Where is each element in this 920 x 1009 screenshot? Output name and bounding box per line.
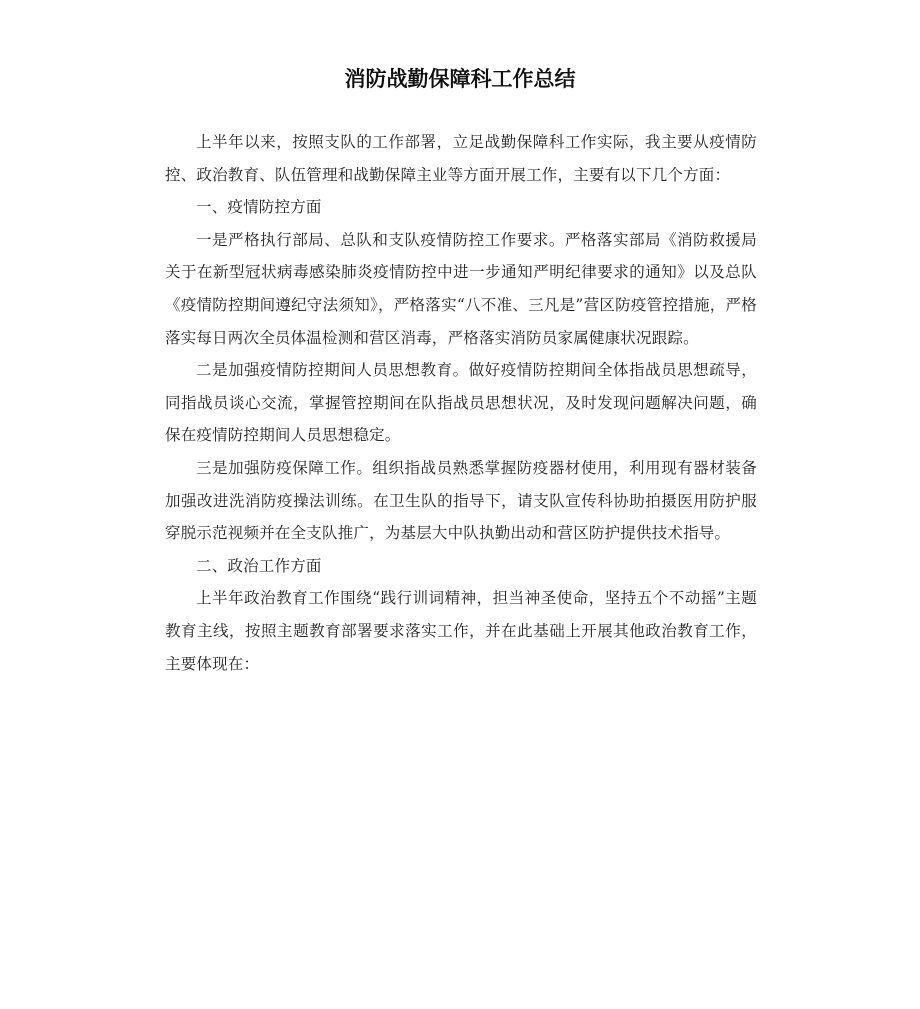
section-heading-epidemic: 一、疫情防控方面 (196, 198, 322, 217)
paragraph-epidemic-1: 一是严格执行部局、总队和支队疫情防控工作要求。严格落实部局《消防救援局关于在新型冠状病毒感染肺炎疫情防控中进一步通知严明纪律要求的通知》以及总队《疫情防控期间遵纪守法须知》，严格落实“八不准、三凡是”营区防疫管控措施，严格落实每日两次全员体温检测和营区消毒，严格落实消防员家属健康状况跟踪。 (165, 230, 757, 347)
intro-paragraph: 上半年以来，按照支队的工作部署，立足战勤保障科工作实际，我主要从疫情防控、政治教育、队伍管理和战勤保障主业等方面开展工作，主要有以下几个方面： (165, 133, 757, 184)
section-heading-political: 二、政治工作方面 (196, 556, 322, 575)
document-title: 消防战勤保障科工作总结 (344, 67, 576, 91)
document-body (165, 126, 757, 680)
paragraph-epidemic-2: 二是加强疫情防控期间人员思想教育。做好疫情防控期间全体指战员思想疏导，同指战员谈心交流，掌握管控期间在队指战员思想状况，及时发现问题解决问题，确保在疫情防控期间人员思想稳定。 (165, 361, 757, 445)
paragraph-epidemic-3: 三是加强防疫保障工作。组织指战员熟悉掌握防疫器材使用，利用现有器材装备加强改进洗消防疫操法训练。在卫生队的指导下，请支队宣传科协助拍摄医用防护服穿脱示范视频并在全支队推广，为基层大中队执勤出动和营区防护提供技术指导。 (165, 458, 757, 543)
paragraph-political-1: 上半年政治教育工作围绕“践行训词精神，担当神圣使命，坚持五个不动摇”主题教育主线，按照主题教育部署要求落实工作，并在此基础上开展其他政治教育工作，主要体现在： (165, 589, 757, 673)
